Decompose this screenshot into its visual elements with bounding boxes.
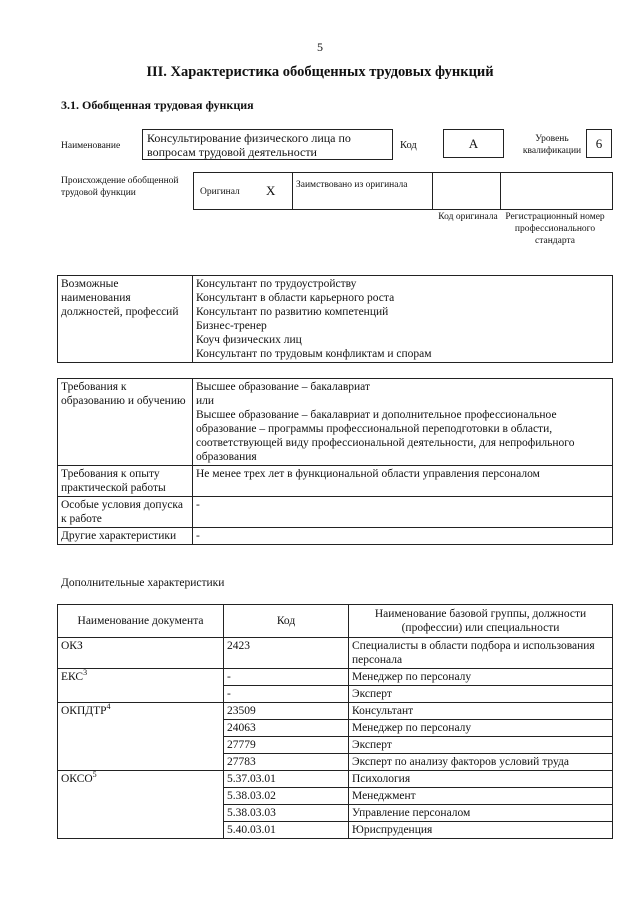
name-cell: Управление персоналом bbox=[349, 805, 613, 822]
position-item: Консультант по трудовым конфликтам и спорам bbox=[196, 348, 432, 360]
requirement-row bbox=[58, 528, 613, 545]
code-cell: 5.38.03.02 bbox=[224, 788, 349, 805]
requirement-label: Особые условия допуска к работе bbox=[58, 497, 193, 528]
document-name: ОКСО$^5$ bbox=[58, 771, 224, 839]
name-cell: Консультант bbox=[349, 703, 613, 720]
requirement-value bbox=[193, 528, 613, 545]
column-header-document: Наименование документа bbox=[58, 605, 224, 638]
original-mark: X bbox=[266, 183, 276, 198]
name-label: Наименование bbox=[61, 141, 121, 151]
table-row bbox=[58, 771, 613, 788]
code-cell: - bbox=[224, 669, 349, 686]
code-cell: 24063 bbox=[224, 720, 349, 737]
table-row bbox=[58, 703, 613, 720]
position-item: Консультант по развитию компетенций bbox=[196, 306, 389, 318]
requirement-value bbox=[193, 466, 613, 497]
code-cell: - bbox=[224, 686, 349, 703]
name-cell: Эксперт bbox=[349, 737, 613, 754]
name-value: Консультирование физического лица по вопросам трудовой деятельности bbox=[142, 129, 393, 160]
level-label: Уровень квалификации bbox=[522, 134, 582, 156]
level-value: 6 bbox=[586, 129, 612, 158]
footnote-mark: 4 bbox=[106, 702, 111, 712]
requirement-row bbox=[58, 497, 613, 528]
code-cell: 5.40.03.01 bbox=[224, 822, 349, 839]
requirement-line: или bbox=[196, 395, 215, 407]
original-label: Оригинал bbox=[200, 187, 240, 197]
code-cell: 5.38.03.03 bbox=[224, 805, 349, 822]
requirement-line: Не менее трех лет в функциональной области управления персоналом bbox=[196, 468, 540, 480]
table-row bbox=[58, 669, 613, 686]
section-title: III. Характеристика обобщенных трудовых функций bbox=[146, 64, 494, 80]
requirement-row bbox=[58, 379, 613, 466]
position-item: Коуч физических лиц bbox=[196, 334, 302, 346]
requirement-label: Требования к образованию и обучению bbox=[58, 379, 193, 466]
requirement-line: Высшее образование – бакалавриат bbox=[196, 381, 370, 393]
column-header-code: Код bbox=[224, 605, 349, 638]
code-cell: 27779 bbox=[224, 737, 349, 754]
code-value: А bbox=[443, 129, 504, 158]
requirement-line: - bbox=[196, 530, 200, 542]
positions-list bbox=[193, 276, 613, 363]
document-name: ЕКС$^3$ bbox=[58, 669, 224, 703]
name-cell: Менеджер по персоналу bbox=[349, 669, 613, 686]
positions-table bbox=[57, 275, 613, 363]
page-number: 5 bbox=[317, 40, 323, 54]
name-cell: Менеджмент bbox=[349, 788, 613, 805]
name-cell: Специалисты в области подбора и использования персонала bbox=[349, 638, 613, 669]
position-item: Бизнес-тренер bbox=[196, 320, 267, 332]
positions-label: Возможные наименования должностей, профессий bbox=[58, 276, 193, 363]
code-cell: 5.37.03.01 bbox=[224, 771, 349, 788]
footnote-mark: 5 bbox=[92, 770, 97, 780]
requirements-table bbox=[57, 378, 613, 545]
code-cell: 27783 bbox=[224, 754, 349, 771]
document-name: ОКЗ bbox=[58, 638, 224, 669]
requirement-value bbox=[193, 497, 613, 528]
table-row bbox=[58, 638, 613, 669]
name-cell: Эксперт bbox=[349, 686, 613, 703]
additional-table bbox=[57, 604, 613, 839]
requirement-value bbox=[193, 379, 613, 466]
position-item: Консультант в области карьерного роста bbox=[196, 292, 395, 304]
reg-number-caption: Регистрационный номер профессионального стандарта bbox=[505, 212, 605, 246]
borrowed-label: Заимствовано из оригинала bbox=[296, 180, 408, 190]
subsection-title: 3.1. Обобщенная трудовая функция bbox=[61, 98, 254, 112]
name-cell: Юриспруденция bbox=[349, 822, 613, 839]
name-cell: Менеджер по персоналу bbox=[349, 720, 613, 737]
name-cell: Психология bbox=[349, 771, 613, 788]
origin-label: Происхождение обобщенной трудовой функции bbox=[61, 176, 179, 198]
requirement-label: Требования к опыту практической работы bbox=[58, 466, 193, 497]
footnote-mark: 3 bbox=[83, 668, 88, 678]
position-item: Консультант по трудоустройству bbox=[196, 278, 357, 290]
additional-title: Дополнительные характеристики bbox=[61, 577, 225, 589]
document-name: ОКПДТР$^4$ bbox=[58, 703, 224, 771]
requirement-line: Высшее образование – бакалавриат и дополнительное профессиональное образование – программы профессиональной переподготовки в области, соответствующей виду профессиональной деятельности, для непрофильного образования bbox=[196, 409, 575, 463]
requirement-row bbox=[58, 466, 613, 497]
name-cell: Эксперт по анализу факторов условий труда bbox=[349, 754, 613, 771]
requirement-line: - bbox=[196, 499, 200, 511]
requirement-label: Другие характеристики bbox=[58, 528, 193, 545]
code-cell: 2423 bbox=[224, 638, 349, 669]
code-original-caption: Код оригинала bbox=[438, 212, 498, 222]
column-header-name: Наименование базовой группы, должности (профессии) или специальности bbox=[349, 605, 613, 638]
code-label: Код bbox=[400, 140, 417, 151]
code-cell: 23509 bbox=[224, 703, 349, 720]
origin-box bbox=[193, 172, 613, 210]
